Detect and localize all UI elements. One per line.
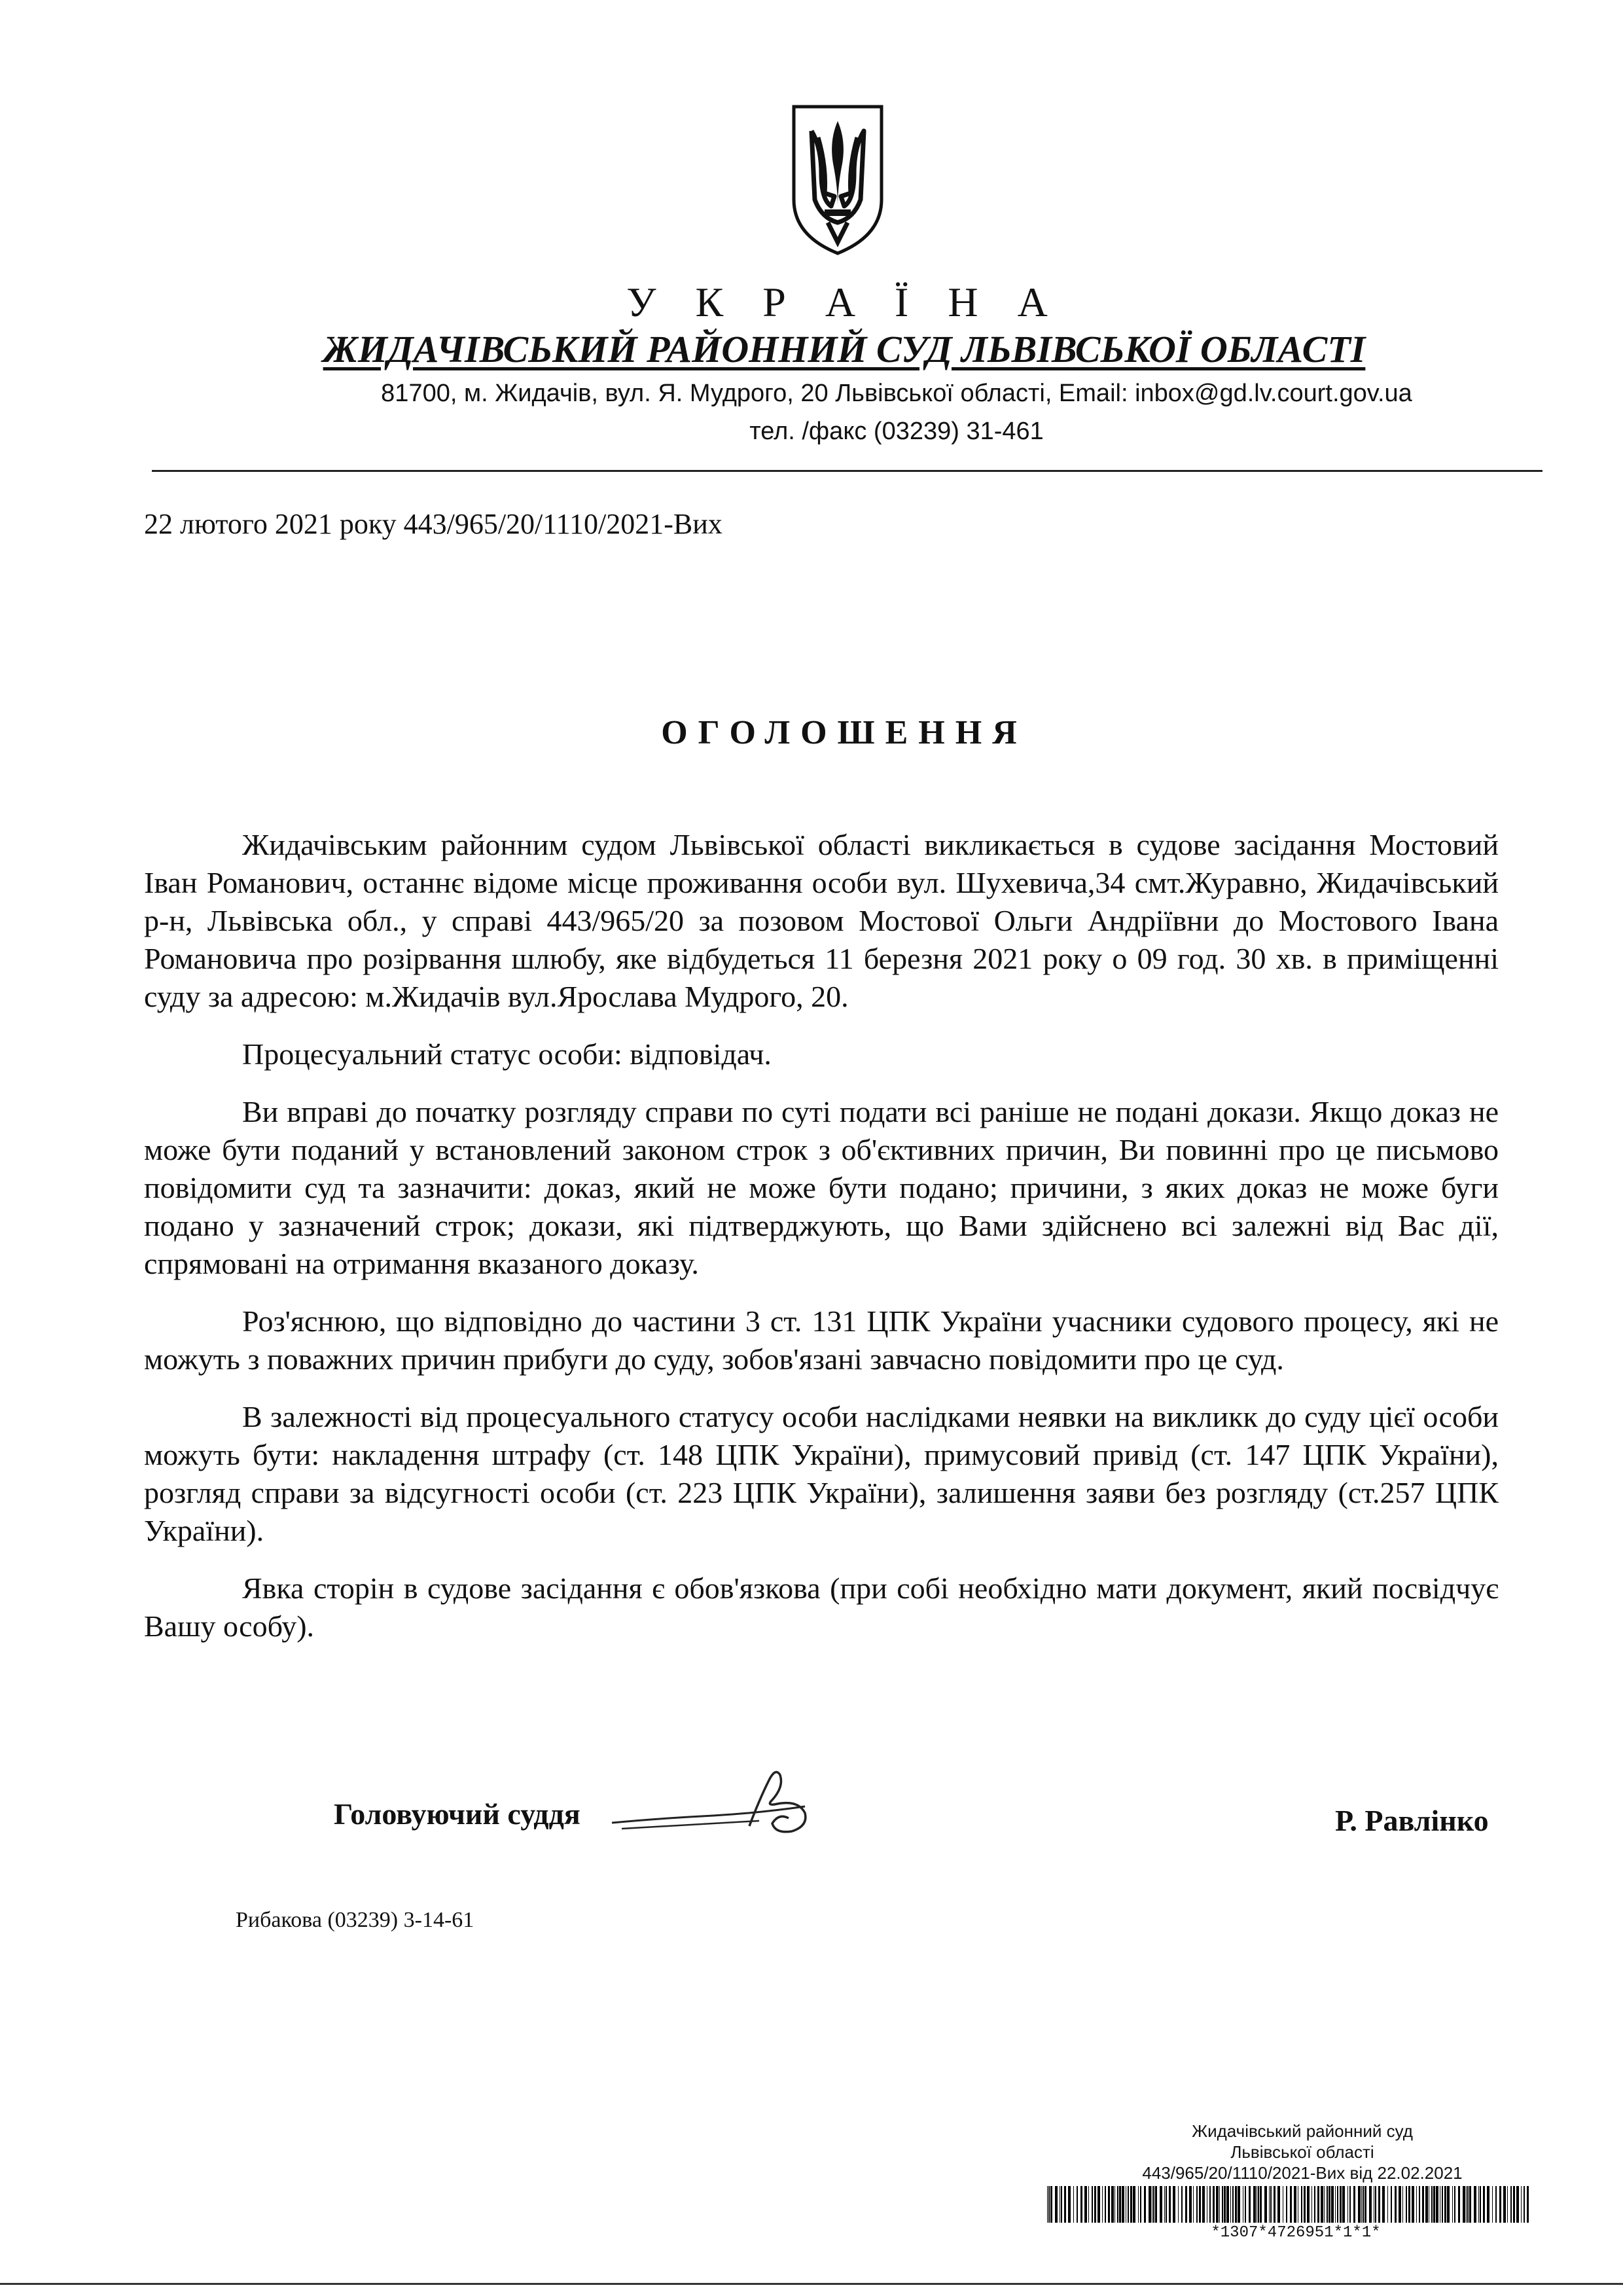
barcode-bar — [1516, 2186, 1519, 2223]
barcode-bar — [1369, 2186, 1372, 2223]
handwritten-signature — [609, 1761, 844, 1852]
country-title: У К Р А Ї Н А — [626, 279, 1062, 325]
barcode-bar — [1055, 2186, 1058, 2223]
barcode-bar — [1185, 2186, 1187, 2223]
barcode-bar — [1226, 2186, 1229, 2223]
barcode-bar — [1274, 2186, 1275, 2223]
barcode-bar — [1375, 2186, 1376, 2223]
barcode-bar — [1260, 2186, 1262, 2223]
barcode-bar — [1363, 2186, 1364, 2223]
barcode-bar — [1216, 2186, 1219, 2223]
barcode-bar — [1219, 2186, 1220, 2223]
barcode-bar — [1149, 2186, 1151, 2223]
barcode-bar — [1431, 2186, 1433, 2223]
barcode-bar — [1270, 2186, 1272, 2223]
page-edge-line — [0, 2283, 1623, 2285]
barcode-bar — [1258, 2186, 1259, 2223]
stamp-line: 443/965/20/1110/2021-Вих від 22.02.2021 — [1142, 2163, 1463, 2183]
barcode-bar — [1399, 2186, 1401, 2223]
barcode-bar — [1155, 2186, 1157, 2223]
barcode-bar — [1084, 2186, 1087, 2223]
barcode-bar — [1454, 2186, 1455, 2223]
barcode-bar — [1068, 2186, 1071, 2223]
barcode-bar — [1304, 2186, 1306, 2223]
barcode-bar — [1277, 2186, 1280, 2223]
barcode-bar — [1290, 2186, 1292, 2223]
paragraph: Явка сторін в судове засідання є обов'язкова (при собі необхідно мати документ, який посвідчує Вашу особу). — [144, 1571, 1499, 1643]
document-title: ОГОЛОШЕННЯ — [661, 714, 1027, 751]
barcode-bar — [1222, 2186, 1223, 2223]
barcode-bar — [1133, 2186, 1135, 2223]
barcode-bar — [1391, 2186, 1392, 2223]
barcode-bar — [1181, 2186, 1183, 2223]
barcode-bar — [1189, 2186, 1192, 2223]
barcode-bar — [1364, 2186, 1366, 2223]
barcode-bar — [1209, 2186, 1211, 2223]
barcode-bar — [1230, 2186, 1231, 2223]
barcode-bar — [1478, 2186, 1479, 2223]
barcode-bar — [1347, 2186, 1348, 2223]
barcode-bar — [1402, 2186, 1403, 2223]
barcode-bar — [1235, 2186, 1237, 2223]
paragraph: Ви вправі до початку розгляду справи по суті подати всі раніше не подані докази. Якщо доказ не може бути поданий у встановлений законом строк з об'єктивних причин, Ви повинні про це письмово повідомити суд та зазначити: доказ, який не може бути подано; причини, з яких доказ не може буги подано у зазначений строк; докази, які підтверджують, що Вами здійснено всі залежні від Вас дії, спрямовані на отримання вказаного доказу. — [144, 1095, 1499, 1280]
barcode-bar — [1153, 2186, 1154, 2223]
barcode-bar — [1495, 2186, 1497, 2223]
barcode-bar — [1499, 2186, 1501, 2223]
barcode-bar — [1138, 2186, 1139, 2223]
barcode-bar — [1117, 2186, 1118, 2223]
barcode-bar — [1213, 2186, 1215, 2223]
barcode-bar — [1193, 2186, 1194, 2223]
barcode-bar — [1416, 2186, 1417, 2223]
barcode-bar — [1342, 2186, 1345, 2223]
barcode-bar — [1444, 2186, 1446, 2223]
barcode-bar — [1092, 2186, 1093, 2223]
barcode-bar — [1408, 2186, 1410, 2223]
barcode-bar — [1111, 2186, 1114, 2223]
barcode-bar — [1406, 2186, 1407, 2223]
barcode-bar — [1232, 2186, 1234, 2223]
barcode-bar — [1361, 2186, 1362, 2223]
barcode-bar — [1047, 2186, 1048, 2223]
barcode-bar — [1458, 2186, 1460, 2223]
barcode-bar — [1166, 2186, 1167, 2223]
barcode-bar — [1064, 2186, 1066, 2223]
barcode-bar — [1301, 2186, 1302, 2223]
barcode — [1047, 2186, 1531, 2223]
paragraph: Роз'яснюю, що відповідно до частини 3 ст. 131 ЦПК України учасники судового процесу, які не можуть з поважних причин прибуги до суду, зобов'язані завчасно повідомити про це суд. — [144, 1304, 1499, 1376]
barcode-bar — [1527, 2186, 1529, 2223]
barcode-bar — [1160, 2186, 1162, 2223]
date-reference: 22 лютого 2021 року 443/965/20/1110/2021-Вих — [144, 508, 722, 540]
barcode-bar — [1412, 2186, 1414, 2223]
barcode-bar — [1510, 2186, 1512, 2223]
barcode-bar — [1503, 2186, 1506, 2223]
barcode-bar — [1513, 2186, 1515, 2223]
barcode-bar — [1080, 2186, 1082, 2223]
barcode-bar — [1436, 2186, 1438, 2223]
barcode-bar — [1048, 2186, 1050, 2223]
barcode-bar — [1492, 2186, 1493, 2223]
barcode-bar — [1447, 2186, 1450, 2223]
barcode-bar — [1144, 2186, 1146, 2223]
barcode-bar — [1169, 2186, 1171, 2223]
court-phone: тел. /факс (03239) 31-461 — [749, 418, 1044, 445]
barcode-bar — [1050, 2186, 1052, 2223]
barcode-bar — [1452, 2186, 1453, 2223]
barcode-bar — [1105, 2186, 1106, 2223]
signer-name: Р. Равлінко — [1335, 1804, 1489, 1837]
barcode-bar — [1442, 2186, 1443, 2223]
barcode-bar — [1524, 2186, 1525, 2223]
barcode-bar — [1202, 2186, 1205, 2223]
barcode-bar — [1321, 2186, 1323, 2223]
barcode-bar — [1466, 2186, 1467, 2223]
barcode-bar — [1196, 2186, 1198, 2223]
barcode-bar — [1329, 2186, 1330, 2223]
barcode-bar — [1331, 2186, 1334, 2223]
barcode-bar — [1314, 2186, 1315, 2223]
barcode-bar — [1433, 2186, 1435, 2223]
barcode-bar — [1353, 2186, 1355, 2223]
barcode-bar — [1324, 2186, 1325, 2223]
barcode-bar — [1249, 2186, 1251, 2223]
barcode-bar — [1340, 2186, 1342, 2223]
ukraine-trident-emblem-icon — [789, 101, 887, 259]
document-body — [144, 826, 1499, 1665]
barcode-bar — [1224, 2186, 1226, 2223]
barcode-bar — [1294, 2186, 1296, 2223]
paragraph: Жидачівським районним судом Львівської області викликається в судове засідання Мостовий Іван Романович, останнє відоме місце проживання особи вул. Шухевича,34 смт.Журавно, Жидачівський р-н, Львівська обл., у справі 443/965/20 за позовом Мостової Ольги Андріївни до Мостового Івана Романовича про розірвання шлюбу, яке відбудеться 11 березня 2021 року о 09 год. 30 хв. в приміщенні суду за адресою: м.Жидачів вул.Ярослава Мудрого, 20. — [144, 828, 1499, 1013]
barcode-bar — [1507, 2186, 1508, 2223]
barcode-bar — [1487, 2186, 1489, 2223]
barcode-bar — [1349, 2186, 1351, 2223]
barcode-bar — [1088, 2186, 1089, 2223]
court-address: 81700, м. Жидачів, вул. Я. Мудрого, 20 Львівської області, Email: inbox@gd.lv.court.gov.ua — [381, 380, 1412, 407]
stamp-line: Львівської області — [1230, 2142, 1374, 2162]
barcode-bar — [1102, 2186, 1103, 2223]
barcode-bar — [1337, 2186, 1338, 2223]
barcode-text: *1307*4726951*1*1* — [1211, 2224, 1381, 2242]
barcode-bar — [1327, 2186, 1328, 2223]
barcode-bar — [1108, 2186, 1110, 2223]
barcode-bar — [1422, 2186, 1424, 2223]
barcode-bar — [1317, 2186, 1319, 2223]
barcode-bar — [1395, 2186, 1397, 2223]
signer-title: Головуючий суддя — [334, 1797, 580, 1831]
registration-stamp — [1099, 2121, 1505, 2183]
barcode-bar — [1311, 2186, 1312, 2223]
barcode-bar — [1269, 2186, 1270, 2223]
barcode-bar — [1307, 2186, 1310, 2223]
barcode-bar — [1238, 2186, 1240, 2223]
barcode-bar — [1077, 2186, 1078, 2223]
barcode-bar — [1463, 2186, 1465, 2223]
barcode-bar — [1097, 2186, 1100, 2223]
barcode-bar — [1178, 2186, 1179, 2223]
barcode-bar — [1140, 2186, 1141, 2223]
barcode-bar — [1173, 2186, 1175, 2223]
court-name: ЖИДАЧІВСЬКИЙ РАЙОННИЙ СУД ЛЬВІВСЬКОЇ ОБЛАСТІ — [323, 328, 1366, 370]
executor-contact: Рибакова (03239) 3-14-61 — [236, 1908, 474, 1932]
barcode-bar — [1469, 2186, 1471, 2223]
barcode-bar — [1164, 2186, 1165, 2223]
stamp-line: Жидачівський районний суд — [1192, 2121, 1413, 2141]
paragraph: Процесуальний статус особи: відповідач. — [242, 1037, 772, 1071]
barcode-bar — [1130, 2186, 1132, 2223]
barcode-bar — [1073, 2186, 1074, 2223]
barcode-bar — [1467, 2186, 1469, 2223]
barcode-bar — [1378, 2186, 1380, 2223]
barcode-bar — [1480, 2186, 1481, 2223]
barcode-bar — [1119, 2186, 1121, 2223]
barcode-bar — [1199, 2186, 1201, 2223]
barcode-bar — [1122, 2186, 1124, 2223]
barcode-bar — [1382, 2186, 1385, 2223]
barcode-bar — [1128, 2186, 1129, 2223]
paragraph: В залежності від процесуального статусу особи наслідками неявки на викликк до суду цієї особи можуть бути: накладення штрафу (ст. 148 ЦПК України), примусовий привід (ст. 147 ЦПК України), розгляд справи за відсугності особи (ст. 223 ЦПК України), залишення заяви без розгляду (ст.257 ЦПК України). — [144, 1400, 1499, 1547]
barcode-bar — [1286, 2186, 1287, 2223]
barcode-bar — [1264, 2186, 1267, 2223]
barcode-bar — [1061, 2186, 1062, 2223]
barcode-bar — [1253, 2186, 1256, 2223]
barcode-bar — [1474, 2186, 1476, 2223]
barcode-bar — [1387, 2186, 1388, 2223]
barcode-bar — [1483, 2186, 1485, 2223]
barcode-bar — [1335, 2186, 1336, 2223]
barcode-bar — [1094, 2186, 1096, 2223]
barcode-bar — [1425, 2186, 1428, 2223]
header-divider — [152, 470, 1543, 472]
barcode-bar — [1521, 2186, 1522, 2223]
barcode-bar — [1419, 2186, 1420, 2223]
barcode-bar — [1358, 2186, 1361, 2223]
barcode-bar — [1245, 2186, 1246, 2223]
